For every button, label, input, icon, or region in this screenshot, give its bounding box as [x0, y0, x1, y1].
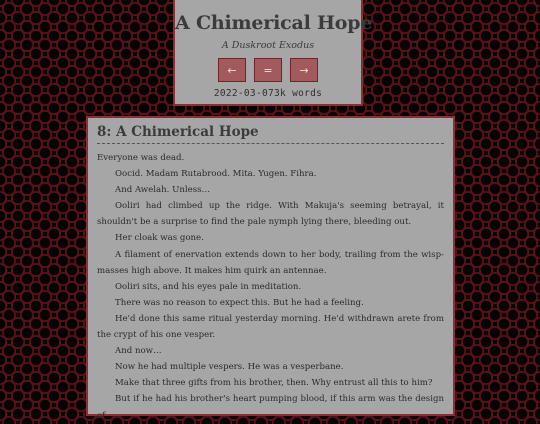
- paragraph: Now he had multiple vespers. He was a vesperbane.: [115, 362, 344, 373]
- story-subtitle: A Duskroot Exodus: [221, 40, 315, 51]
- prev-chapter-button[interactable]: [218, 58, 246, 82]
- arrow-right-icon: →: [299, 63, 309, 77]
- paragraph: A filament of enervation extends down to her body, trailing from the wisp-masses high above. It makes him quirk an antennae.: [97, 249, 444, 276]
- next-chapter-button[interactable]: [290, 58, 318, 82]
- paragraph: Ooliri had climbed up the ridge. With Makuja's seeming betrayal, it shouldn't be a surprise to find the pale nymph lying there, bleeding out.: [97, 201, 444, 228]
- paragraph: Make that three gifts from his brother, then. Why entrust all this to him?: [115, 378, 433, 389]
- chapter-nav: [175, 58, 361, 82]
- paragraph: Ooliri sits, and his eyes pale in meditation.: [115, 281, 302, 292]
- paragraph: Everyone was dead.: [97, 153, 185, 163]
- story-meta: 2022-03-073k words: [213, 88, 323, 99]
- paragraph: And Awelah. Unless…: [115, 185, 211, 196]
- paragraph: Her cloak was gone.: [115, 233, 204, 244]
- chapter-text: [97, 150, 444, 424]
- chapter-index-button[interactable]: [254, 58, 282, 82]
- chapter-title: 8: A Chimerical Hope: [97, 124, 444, 144]
- paragraph: Oocid. Madam Rutabrood. Mita. Yugen. Fihra.: [115, 169, 317, 180]
- paragraph: And now…: [115, 346, 162, 357]
- chapter-panel: [86, 116, 455, 421]
- paragraph: There was no reason to expect this. But he had a feeling.: [115, 297, 364, 308]
- arrow-left-icon: ←: [227, 63, 237, 77]
- paragraph: He'd done this same ritual yesterday morning. He'd withdrawn arete from the crypt of his one vesper.: [97, 313, 444, 341]
- paragraph: But if he had his brother's heart pumping blood, if this arm was the design of: [97, 394, 444, 421]
- menu-icon: =: [263, 63, 273, 77]
- story-header: [173, 0, 373, 106]
- story-title[interactable]: A Chimerical Hope: [175, 12, 373, 34]
